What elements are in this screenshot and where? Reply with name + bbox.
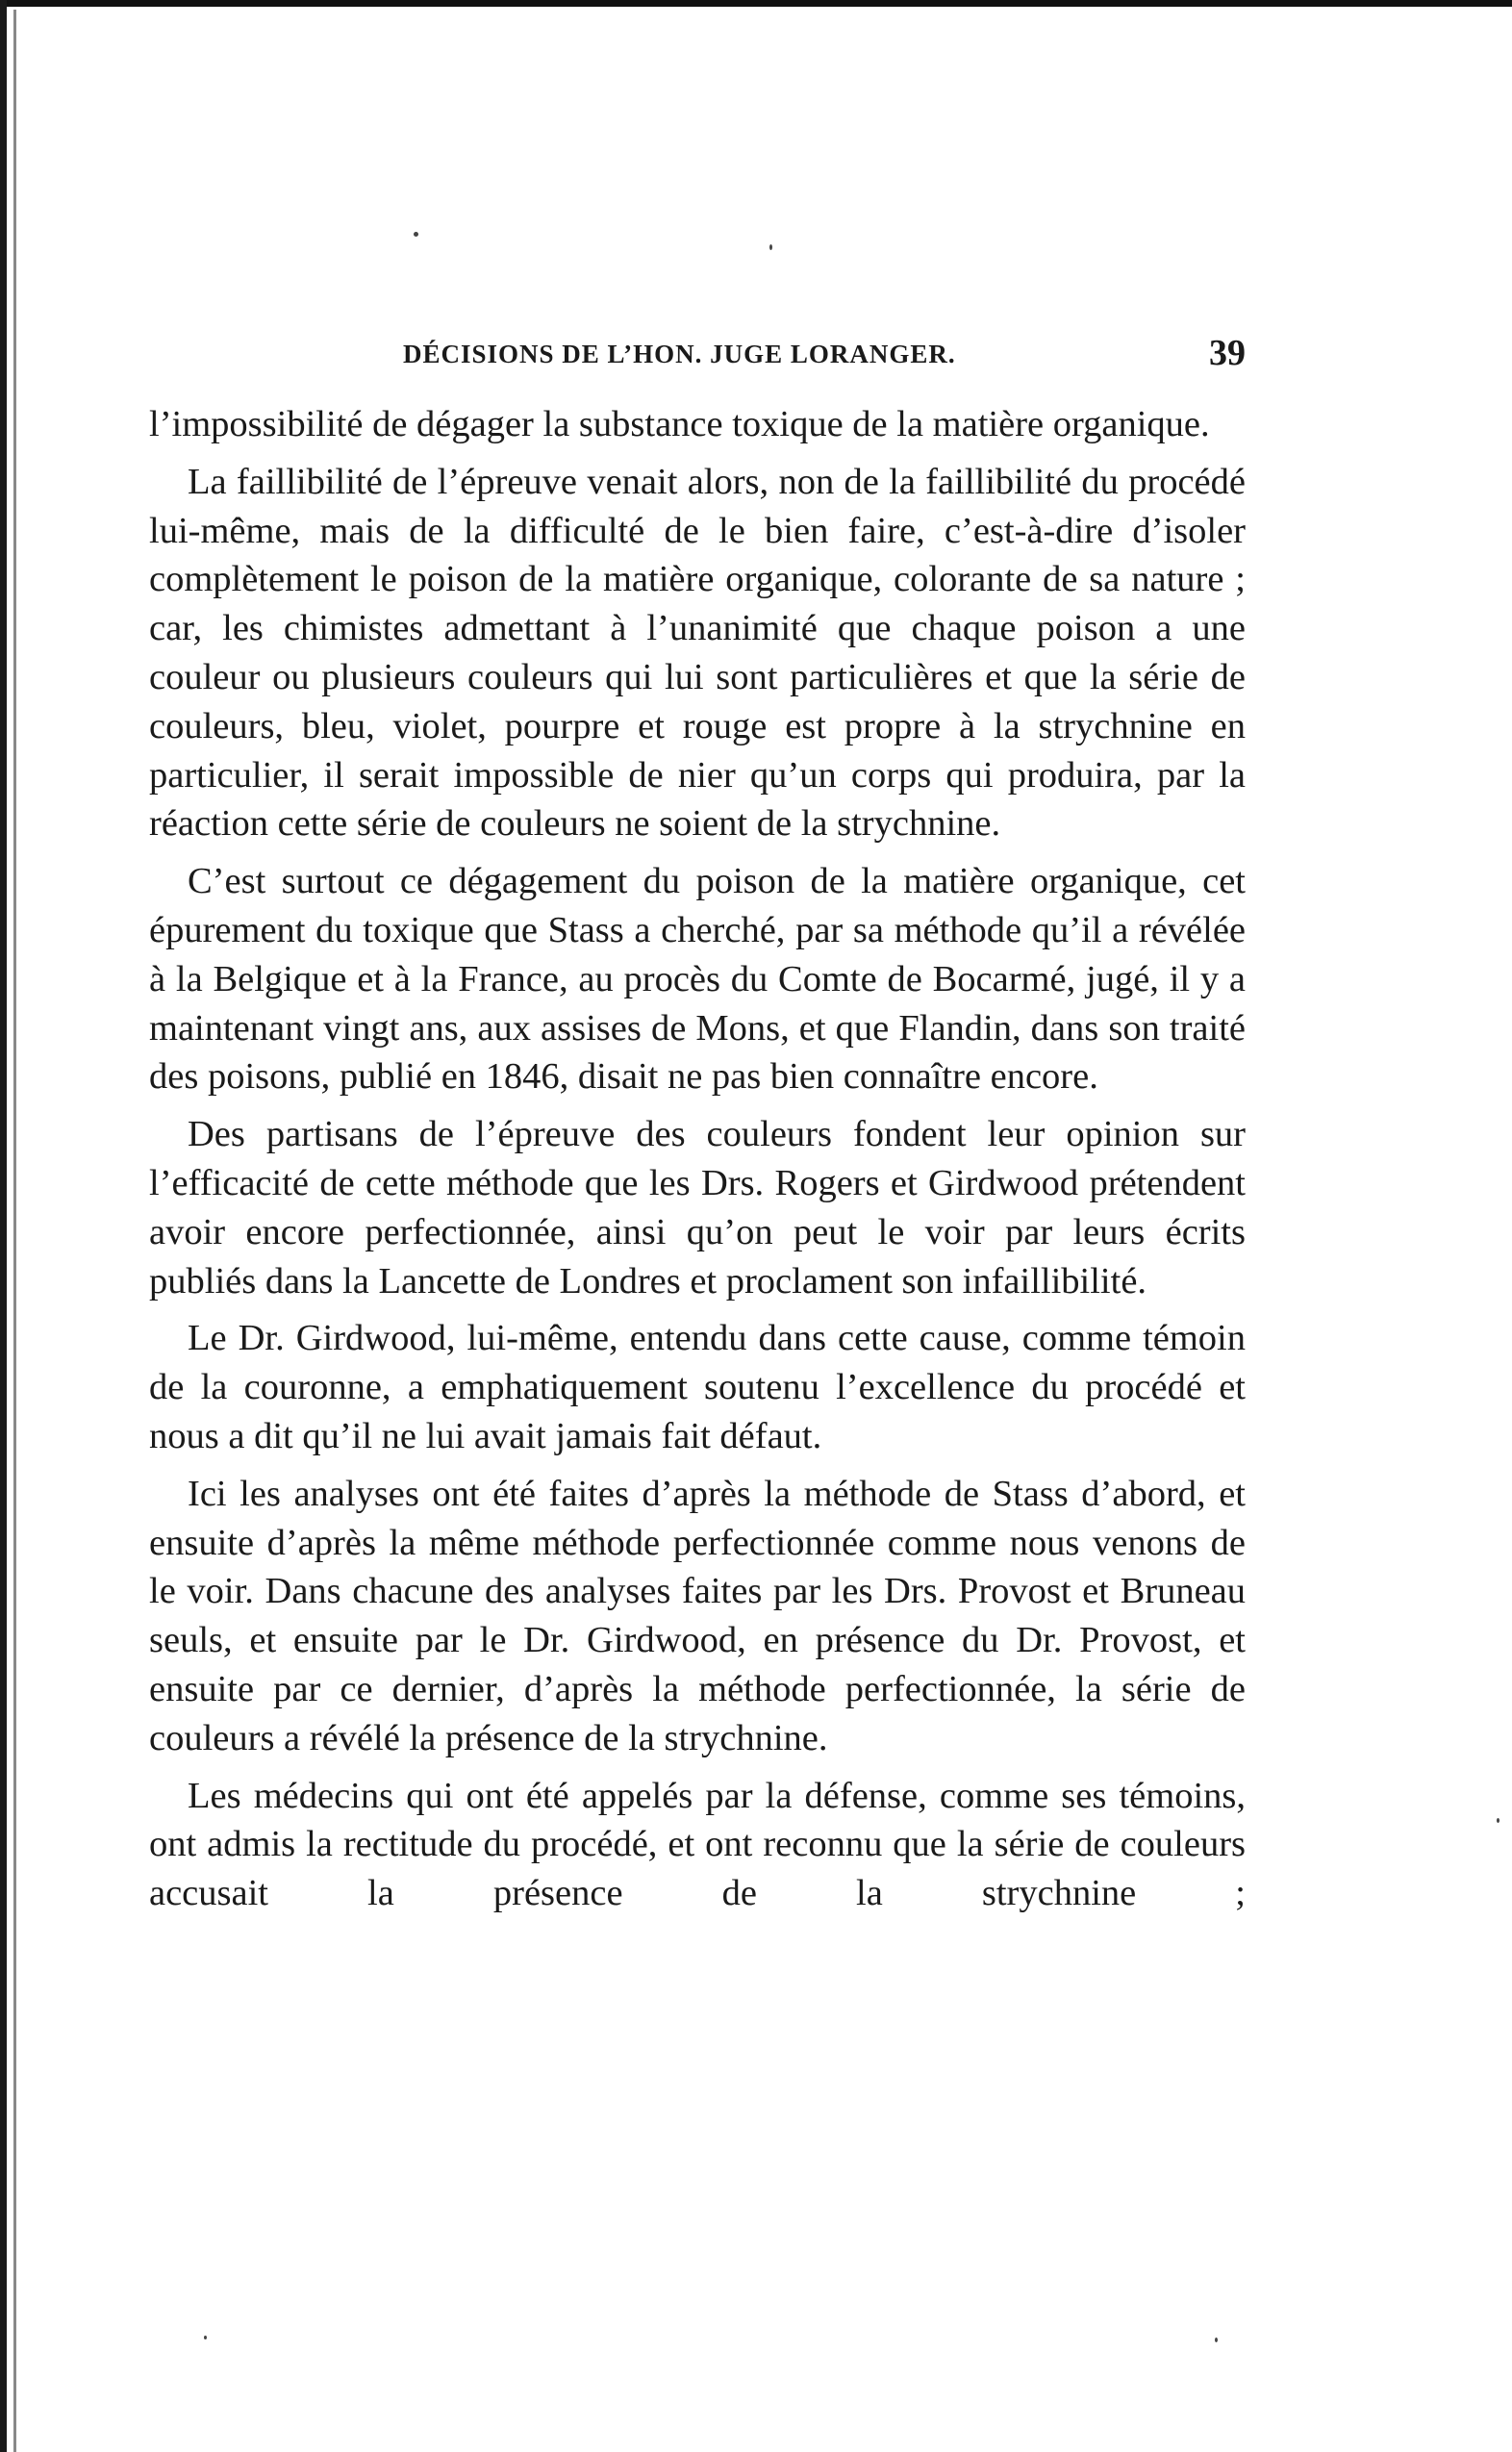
page-edge-left — [0, 0, 7, 2452]
ink-speck — [1215, 2338, 1218, 2342]
paragraph: C’est surtout ce dégagement du poison de la matière organique, cet épurement du toxique que Stass a cherché, par sa méthode qu’il a révélée à la Belgique et à la France, au procès du Comte de Bocarmé, jugé, il y a maintenant vingt ans, aux assises de Mons, et que Flandin, dans son traité des poisons, publié en 1846, disait ne pas bien connaître encore. — [149, 861, 1246, 1098]
running-head: DÉCISIONS DE L’HON. JUGE LORANGER. — [403, 340, 956, 368]
body-text — [149, 400, 1246, 1927]
paragraph: Ici les analyses ont été faites d’après la méthode de Stass d’abord, et ensuite d’après la même méthode perfectionnée comme nous venons de le voir. Dans chacune des analyses faites par les Drs. Provost et Bruneau seuls, et ensuite par le Dr. Girdwood, en présence du Dr. Provost, et ensuite par ce dernier, d’après la méthode perfectionnée, la série de couleurs a révélé la présence de la strychnine. — [149, 1473, 1246, 1758]
paragraph: Les médecins qui ont été appelés par la défense, comme ses témoins, ont admis la rectitude du procédé, et ont reconnu que la série de couleurs accusait la présence de la strychnine ; — [149, 1775, 1246, 1914]
page-edge-shadow — [13, 10, 16, 2452]
ink-speck — [769, 244, 772, 250]
ink-speck — [204, 2336, 207, 2339]
ink-speck — [1497, 1818, 1499, 1823]
paragraph: La faillibilité de l’épreuve venait alors, non de la faillibilité du procédé lui-même, mais de la difficulté de le bien faire, c’est-à-dire d’isoler complètement le poison de la matière organique, colorante de sa nature ; car, les chimistes admettant à l’unanimité que chaque poison a une couleur ou plusieurs couleurs qui lui sont particulières et que la série de couleurs, bleu, violet, pourpre et rouge est propre à la strychnine en particulier, il serait impossible de nier qu’un corps qui produira, par la réaction cette série de couleurs ne soient de la strychnine. — [149, 461, 1246, 845]
page-header — [149, 332, 1246, 378]
paragraph: l’impossibilité de dégager la substance toxique de la matière organique. — [149, 404, 1210, 444]
page-number: 39 — [1209, 333, 1246, 373]
page-edge-top — [0, 0, 1512, 7]
paragraph: Des partisans de l’épreuve des couleurs fondent leur opinion sur l’efficacité de cette méthode que les Drs. Rogers et Girdwood prétendent avoir encore perfectionnée, ainsi qu’on peut le voir par leurs écrits publiés dans la Lancette de Londres et proclament son infaillibilité. — [149, 1114, 1246, 1302]
paragraph: Le Dr. Girdwood, lui-même, entendu dans cette cause, comme témoin de la couronne, a emphatiquement soutenu l’excellence du procédé et nous a dit qu’il ne lui avait jamais fait défaut. — [149, 1318, 1246, 1456]
ink-speck — [414, 232, 418, 237]
